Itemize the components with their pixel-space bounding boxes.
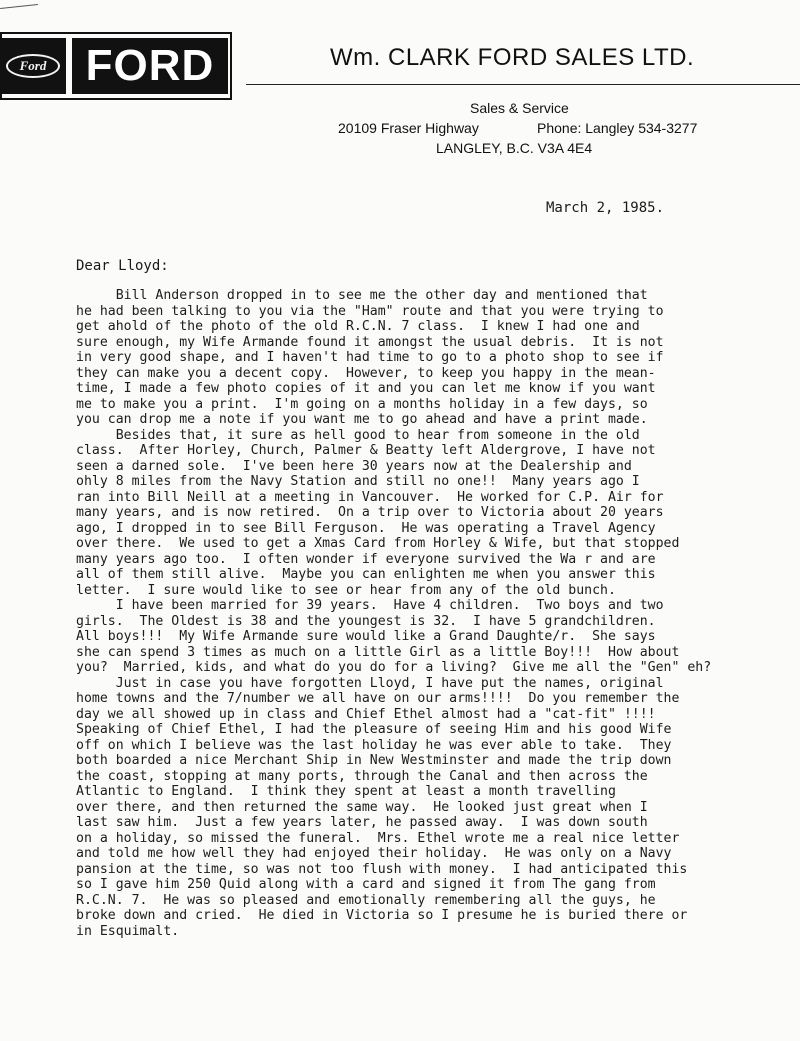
corner-pencil-mark <box>0 4 38 9</box>
letter-line: seen a darned sole. I've been here 30 years now at the Dealership and <box>76 458 632 474</box>
letter-line: ran into Bill Neill at a meeting in Vancouver. He worked for C.P. Air for <box>76 489 664 505</box>
ford-oval-text: Ford <box>6 54 60 78</box>
letter-line: class. After Horley, Church, Palmer & Beatty left Aldergrove, I have not <box>76 443 656 458</box>
letter-line: and told me how well they had enjoyed their holiday. He was only on a Navy <box>76 846 672 861</box>
ford-wordmark: FORD <box>72 38 228 94</box>
letter-line: in Esquimalt. <box>76 923 180 939</box>
letter-body <box>76 288 796 939</box>
letter-line: so I gave him 250 Quid along with a card and signed it from The gang from <box>76 877 656 892</box>
salutation: Dear Lloyd: <box>76 258 169 274</box>
letter-line: he had been talking to you via the "Ham" route and that you were trying to <box>76 303 664 319</box>
letter-line: ohly 8 miles from the Navy Station and still no one!! Many years ago I <box>76 474 640 489</box>
letter-line: you? Married, kids, and what do you do for a living? Give me all the "Gen" eh? <box>76 660 712 675</box>
letterhead-rule <box>246 84 800 85</box>
letter-line: in very good shape, and I haven't had time to go to a photo shop to see if <box>76 350 664 365</box>
letter-line: all of them still alive. Maybe you can enlighten me when you answer this <box>76 567 656 582</box>
letter-line: Just in case you have forgotten Lloyd, I have put the names, original <box>76 675 664 691</box>
letter-line: get ahold of the photo of the old R.C.N. 7 class. I knew I had one and <box>76 319 640 334</box>
letter-line: they can make you a decent copy. However, to keep you happy in the mean- <box>76 365 656 381</box>
letter-line: over there, and then returned the same way. He looked just great when I <box>76 799 648 815</box>
letter-line: girls. The Oldest is 38 and the youngest is 32. I have 5 grandchildren. <box>76 613 656 629</box>
letter-line: many years, and is now retired. On a trip over to Victoria about 20 years <box>76 505 664 520</box>
company-name: Wm. CLARK FORD SALES LTD. <box>330 44 695 71</box>
letter-line: many years ago too. I often wonder if everyone survived the Wa r and are <box>76 551 656 567</box>
letter-line: broke down and cried. He died in Victoria so I presume he is buried there or <box>76 908 688 923</box>
letter-line: Besides that, it sure as hell good to hear from someone in the old <box>76 427 640 443</box>
letter-line: ago, I dropped in to see Bill Ferguson. He was operating a Travel Agency <box>76 520 656 536</box>
tagline: Sales & Service <box>470 100 569 116</box>
street-address: 20109 Fraser Highway <box>338 120 479 136</box>
letter-line: Bill Anderson dropped in to see me the other day and mentioned that <box>76 288 648 303</box>
ford-logo <box>0 32 232 100</box>
letter-line: she can spend 3 times as much on a little Girl as a little Boy!!! How about <box>76 644 680 660</box>
letter-line: I have been married for 39 years. Have 4 children. Two boys and two <box>76 598 664 613</box>
letter-line: R.C.N. 7. He was so pleased and emotionally remembering all the guys, he <box>76 892 656 908</box>
letter-date: March 2, 1985. <box>546 200 665 216</box>
letter-line: day we all showed up in class and Chief Ethel almost had a "cat-fit" !!!! <box>76 706 656 722</box>
letter-line: pansion at the time, so was not too flush with money. I had anticipated this <box>76 861 688 877</box>
phone-number: Phone: Langley 534-3277 <box>537 120 698 136</box>
letter-line: me to make you a print. I'm going on a months holiday in a few days, so <box>76 396 648 412</box>
letter-line: letter. I sure would like to see or hear from any of the old bunch. <box>76 582 616 598</box>
city-postal: LANGLEY, B.C. V3A 4E4 <box>436 140 593 156</box>
letter-line: you can drop me a note if you want me to go ahead and have a print made. <box>76 412 648 427</box>
letter-line: sure enough, my Wife Armande found it amongst the usual debris. It is not <box>76 334 664 350</box>
letter-line: over there. We used to get a Xmas Card from Horley & Wife, but that stopped <box>76 536 680 551</box>
letter-line: Atlantic to England. I think they spent at least a month travelling <box>76 784 616 799</box>
letter-line: on a holiday, so missed the funeral. Mrs. Ethel wrote me a real nice letter <box>76 830 680 846</box>
letter-line: last saw him. Just a few years later, he passed away. I was down south <box>76 815 648 830</box>
ford-oval-emblem <box>2 38 66 94</box>
letter-line: All boys!!! My Wife Armande sure would like a Grand Daughte/r. She says <box>76 629 656 644</box>
letter-line: off on which I believe was the last holiday he was ever able to take. They <box>76 737 672 753</box>
letter-line: the coast, stopping at many ports, through the Canal and then across the <box>76 768 648 784</box>
letter-line: Speaking of Chief Ethel, I had the pleasure of seeing Him and his good Wife <box>76 722 672 737</box>
letter-line: home towns and the 7/number we all have on our arms!!!! Do you remember the <box>76 691 680 706</box>
letter-line: both boarded a nice Merchant Ship in New Westminster and made the trip down <box>76 753 672 768</box>
letter-line: time, I made a few photo copies of it and you can let me know if you want <box>76 381 656 396</box>
